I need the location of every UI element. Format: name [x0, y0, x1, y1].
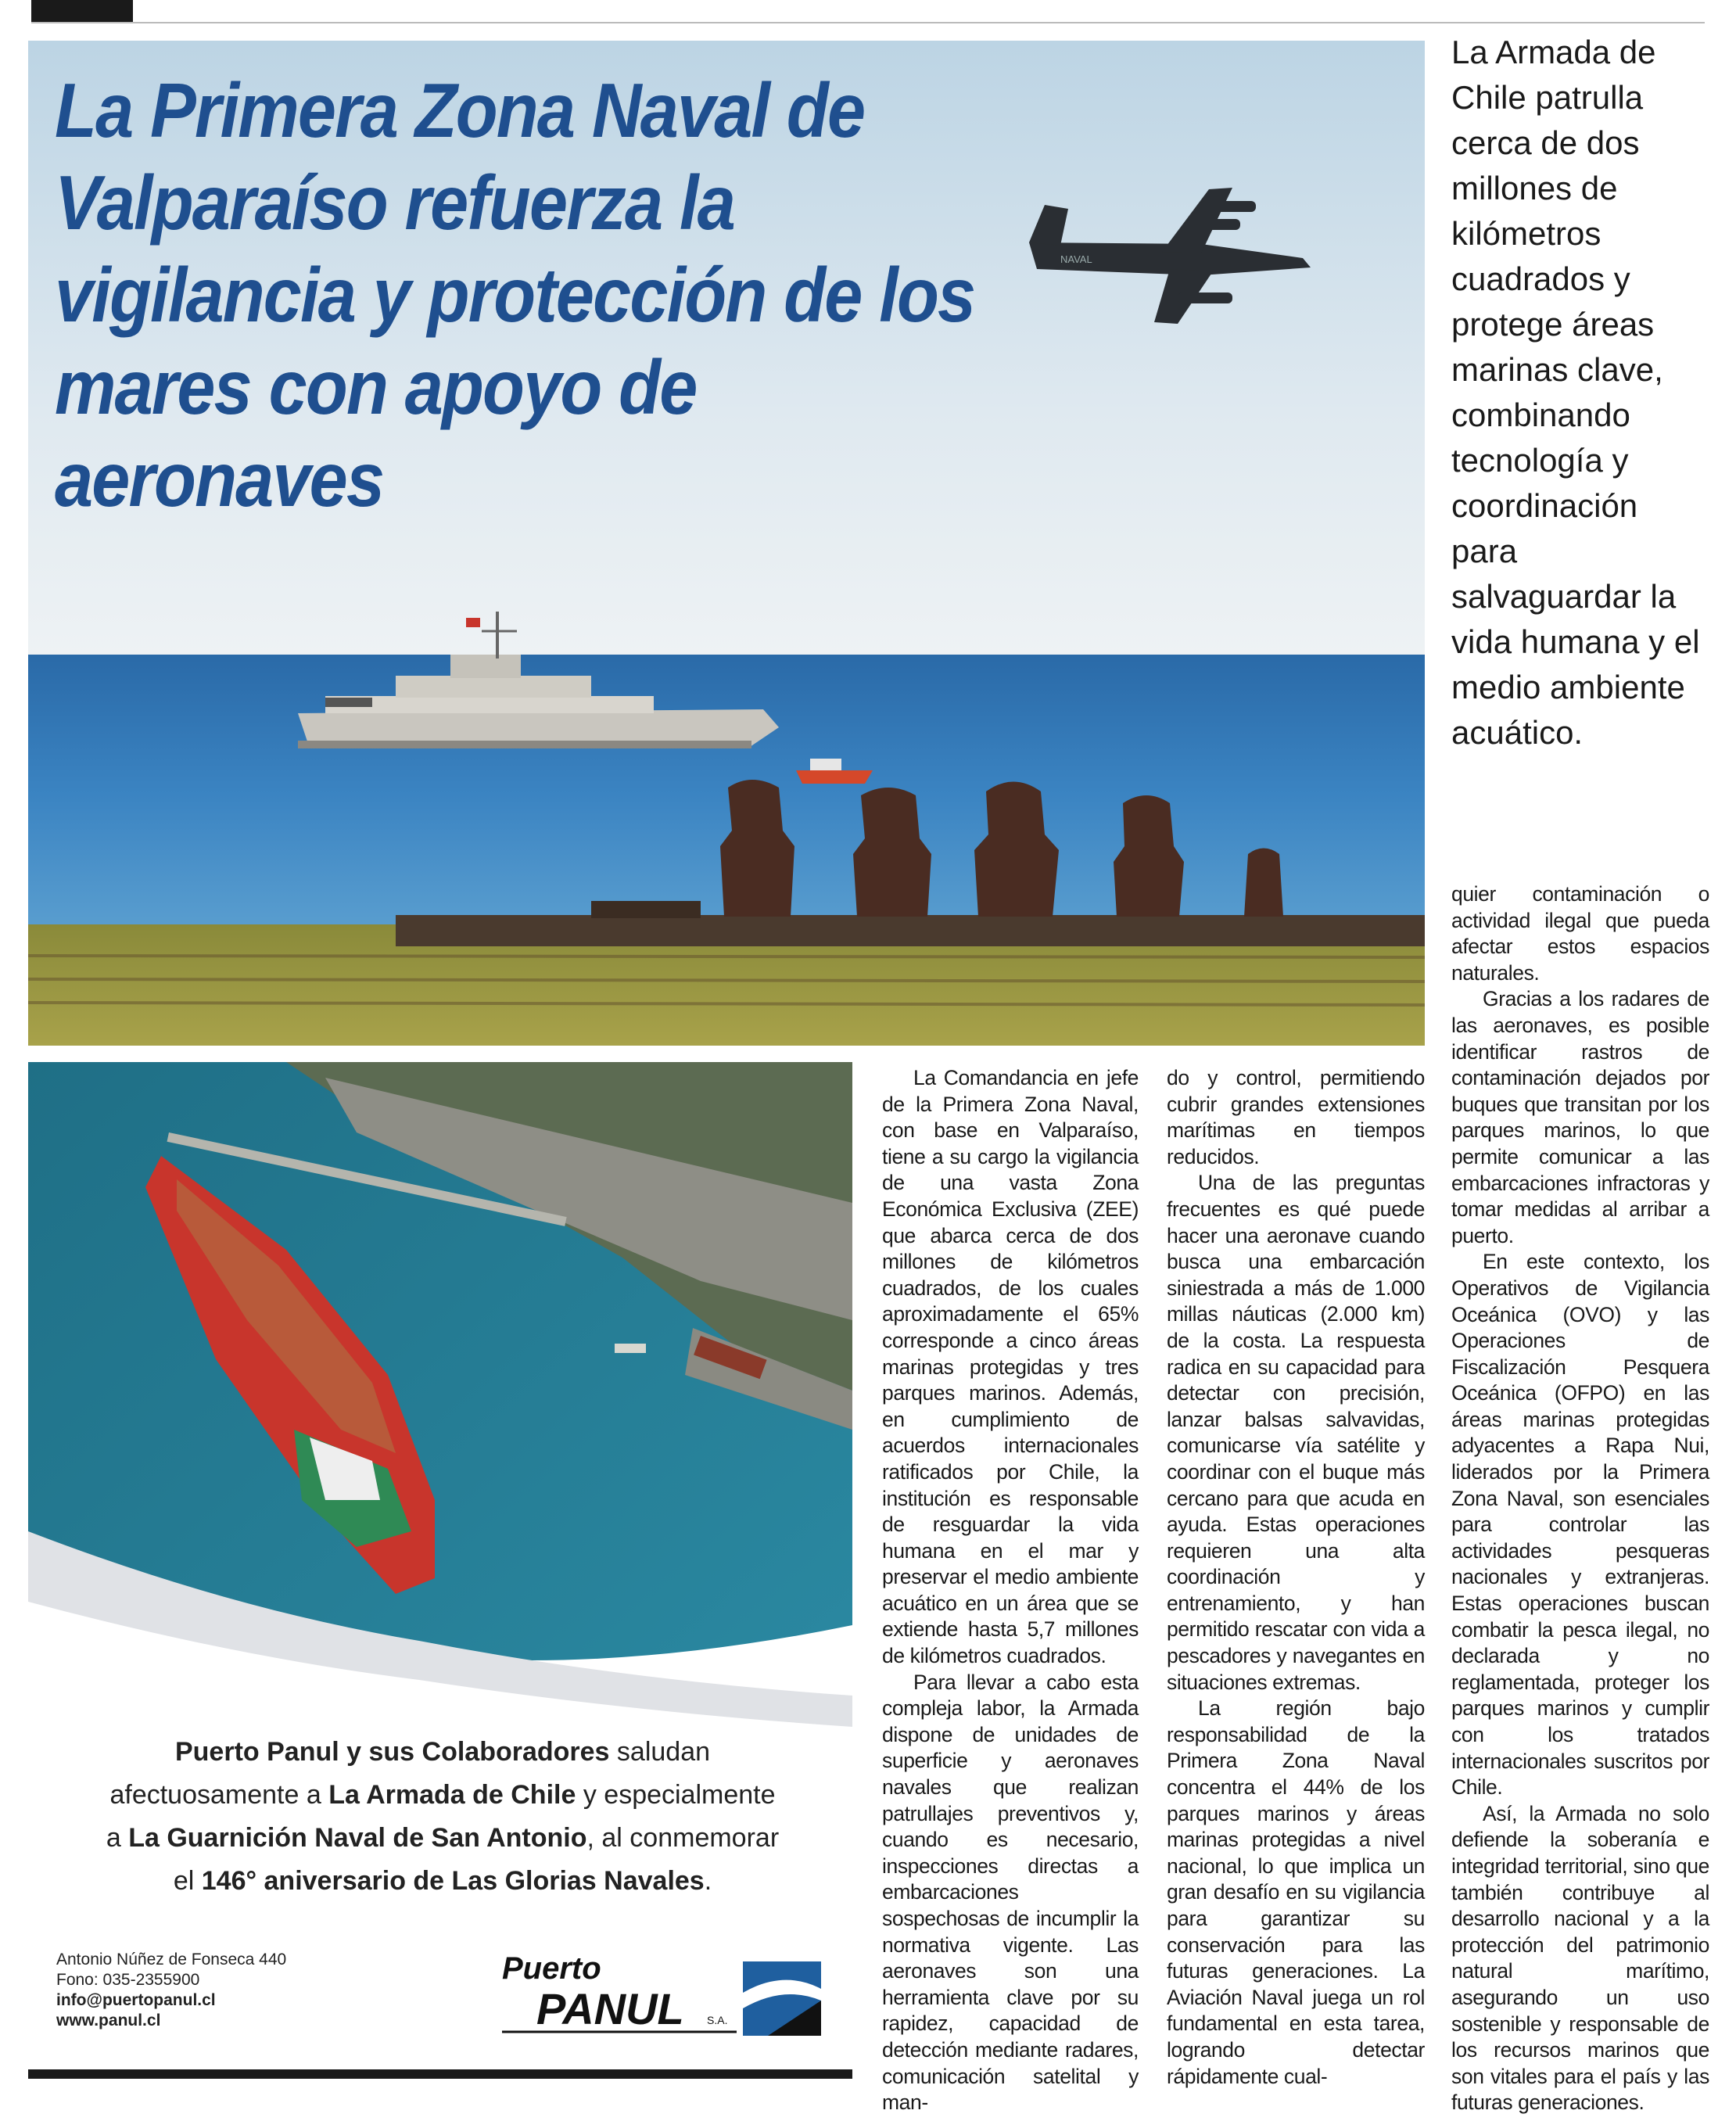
ad-line-4-bold: 146° aniversario de Las Glorias Navales	[201, 1866, 705, 1896]
body-paragraph: La Comandancia en jefe de la Primera Zona Naval, con base en Valparaíso, tiene a su cargo la vigilancia de una vasta Zona Económica Exclusiva (ZEE) que abarca cerca de dos millones de kilómetros cuadrados, de los cuales aproximadamente el 65% corresponde a cinco áreas marinas protegidas y tres parques marinos. Además, en cumplimiento de acuerdos internacionales ratificados por Chile, la institución es responsable de resguardar la vida humana en el mar y preservar el medio ambiente acuático en un área que se extiende hasta 5,7 millones de kilómetros cuadrados.	[882, 1066, 1139, 1668]
aircraft-marking: NAVAL	[1060, 253, 1092, 265]
ad-line-1-bold: Puerto Panul y sus Colaboradores	[174, 1737, 610, 1767]
body-paragraph: La región bajo responsabilidad de la Primera Zona Naval concentra el 44% de los parques marinos y áreas marinas protegidas a nivel nacional, lo que implica un gran desafío en su vigilancia para garantizar su conservación para las futuras generaciones. La Aviación Naval juega un rol fundamental en esta tarea, logrando detectar rápidamente cual-	[1167, 1696, 1425, 2088]
ad-line-3-pre: a	[106, 1823, 129, 1853]
ad-website[interactable]: www.panul.cl	[56, 2012, 161, 2029]
headline: La Primera Zona Naval de Valparaíso refuerza la vigilancia y protección de los mares con apoyo de aeronaves	[55, 67, 975, 522]
body-column-3	[1451, 881, 1709, 2116]
ad-line-2-pre: afectuosamente a	[109, 1780, 329, 1810]
body-column-2	[1167, 1065, 1425, 2090]
ad-line-3	[59, 1817, 826, 1860]
logo-top: Puerto	[502, 1951, 601, 1986]
ad-line-3-bold: La Guarnición Naval de San Antonio	[128, 1823, 587, 1853]
ad-line-2-bold: La Armada de Chile	[328, 1780, 576, 1810]
body-paragraph: En este contexto, los Operativos de Vigilancia Oceánica (OVO) y las Operaciones de Fiscalización Pesquera Oceánica (OFPO) en las áreas marinas protegidas adyacentes a Rapa Nui, liderados por la Primera Zona Naval, son esenciales para controlar las actividades pesqueras nacionales y extranjeras. Estas operaciones buscan combatir la pesca ilegal, no declarada y no reglamentada, proteger los parques marinos y cumplir con los tratados internacionales suscritos por Chile.	[1451, 1250, 1709, 1800]
ad-line-3-rest: , al conmemorar	[586, 1823, 780, 1853]
bottom-rule	[28, 2069, 852, 2079]
ad-contact	[56, 1950, 286, 2031]
ad-email[interactable]: info@puertopanul.cl	[56, 1991, 216, 2009]
lead-paragraph: La Armada de Chile patrulla cerca de dos millones de kilómetros cuadrados y protege áreas marinas clave, combinando tecnología y coordinación para salvaguardar la vida humana y el medio ambiente acuático.	[1451, 34, 1700, 751]
puerto-panul-ad	[28, 1062, 852, 2046]
body-paragraph-continued: quier contaminación o actividad ilegal que pueda afectar estos espacios naturales.	[1451, 882, 1709, 985]
ad-line-4	[59, 1860, 826, 1903]
ad-message	[59, 1731, 826, 1903]
puerto-panul-logo	[502, 1946, 830, 2040]
ad-line-4-rest: .	[704, 1866, 712, 1896]
ad-line-1	[59, 1731, 826, 1774]
hero-photo	[28, 41, 1425, 1046]
ad-line-1-rest: saludan	[609, 1737, 711, 1767]
body-paragraph: Gracias a los radares de las aeronaves, es posible identificar rastros de contaminación dejados por buques que transitan por los parques marinos, lo que permite comunicar a las embarcaciones infractoras y tomar medidas al arribar a puerto.	[1451, 987, 1709, 1247]
ad-line-4-pre: el	[173, 1866, 202, 1896]
ad-phone: Fono: 035-2355900	[56, 1971, 200, 1989]
ad-line-2	[59, 1774, 826, 1817]
ad-address: Antonio Núñez de Fonseca 440	[56, 1951, 287, 1968]
top-bar-marker	[31, 0, 133, 23]
logo-suffix: S.A.	[707, 2014, 728, 2026]
body-paragraph: Una de las preguntas frecuentes es qué puede hacer una aeronave cuando busca una embarcación siniestrada a más de 1.000 millas náuticas (2.000 km) de la costa. La respuesta radica en su capacidad para detectar con precisión, lanzar balsas salvavidas, comunicarse vía satélite y coordinar con el buque más cercano para que acuda en ayuda. Estas operaciones requieren una alta coordinación y entrenamiento, y han permitido rescatar con vida a pescadores y navegantes en situaciones extremas.	[1167, 1171, 1425, 1694]
body-column-1	[882, 1065, 1139, 2116]
logo-main: PANUL	[536, 1984, 684, 2033]
body-paragraph: Así, la Armada no solo defiende la soberanía e integridad territorial, sino que también contribuye al desarrollo nacional y a la protección del patrimonio natural marítimo, asegurando un uso sostenible y responsable de los recursos marinos que son vitales para el país y las futuras generaciones.	[1451, 1801, 1709, 2115]
body-paragraph-continued: do y control, permitiendo cubrir grandes extensiones marítimas en tiempos reducidos.	[1167, 1066, 1425, 1168]
body-paragraph: Para llevar a cabo esta compleja labor, la Armada dispone de unidades de superficie y aeronaves navales que realizan patrullajes preventivos y, cuando es necesario, inspecciones directas a embarcaciones sospechosas de incumplir la normativa vigente. Las aeronaves son una herramienta clave por su rapidez, capacidad de detección mediante radares, comunicación satelital y man-	[882, 1670, 1139, 2115]
ad-line-2-rest: y especialmente	[576, 1780, 776, 1810]
top-rule	[31, 22, 1705, 23]
